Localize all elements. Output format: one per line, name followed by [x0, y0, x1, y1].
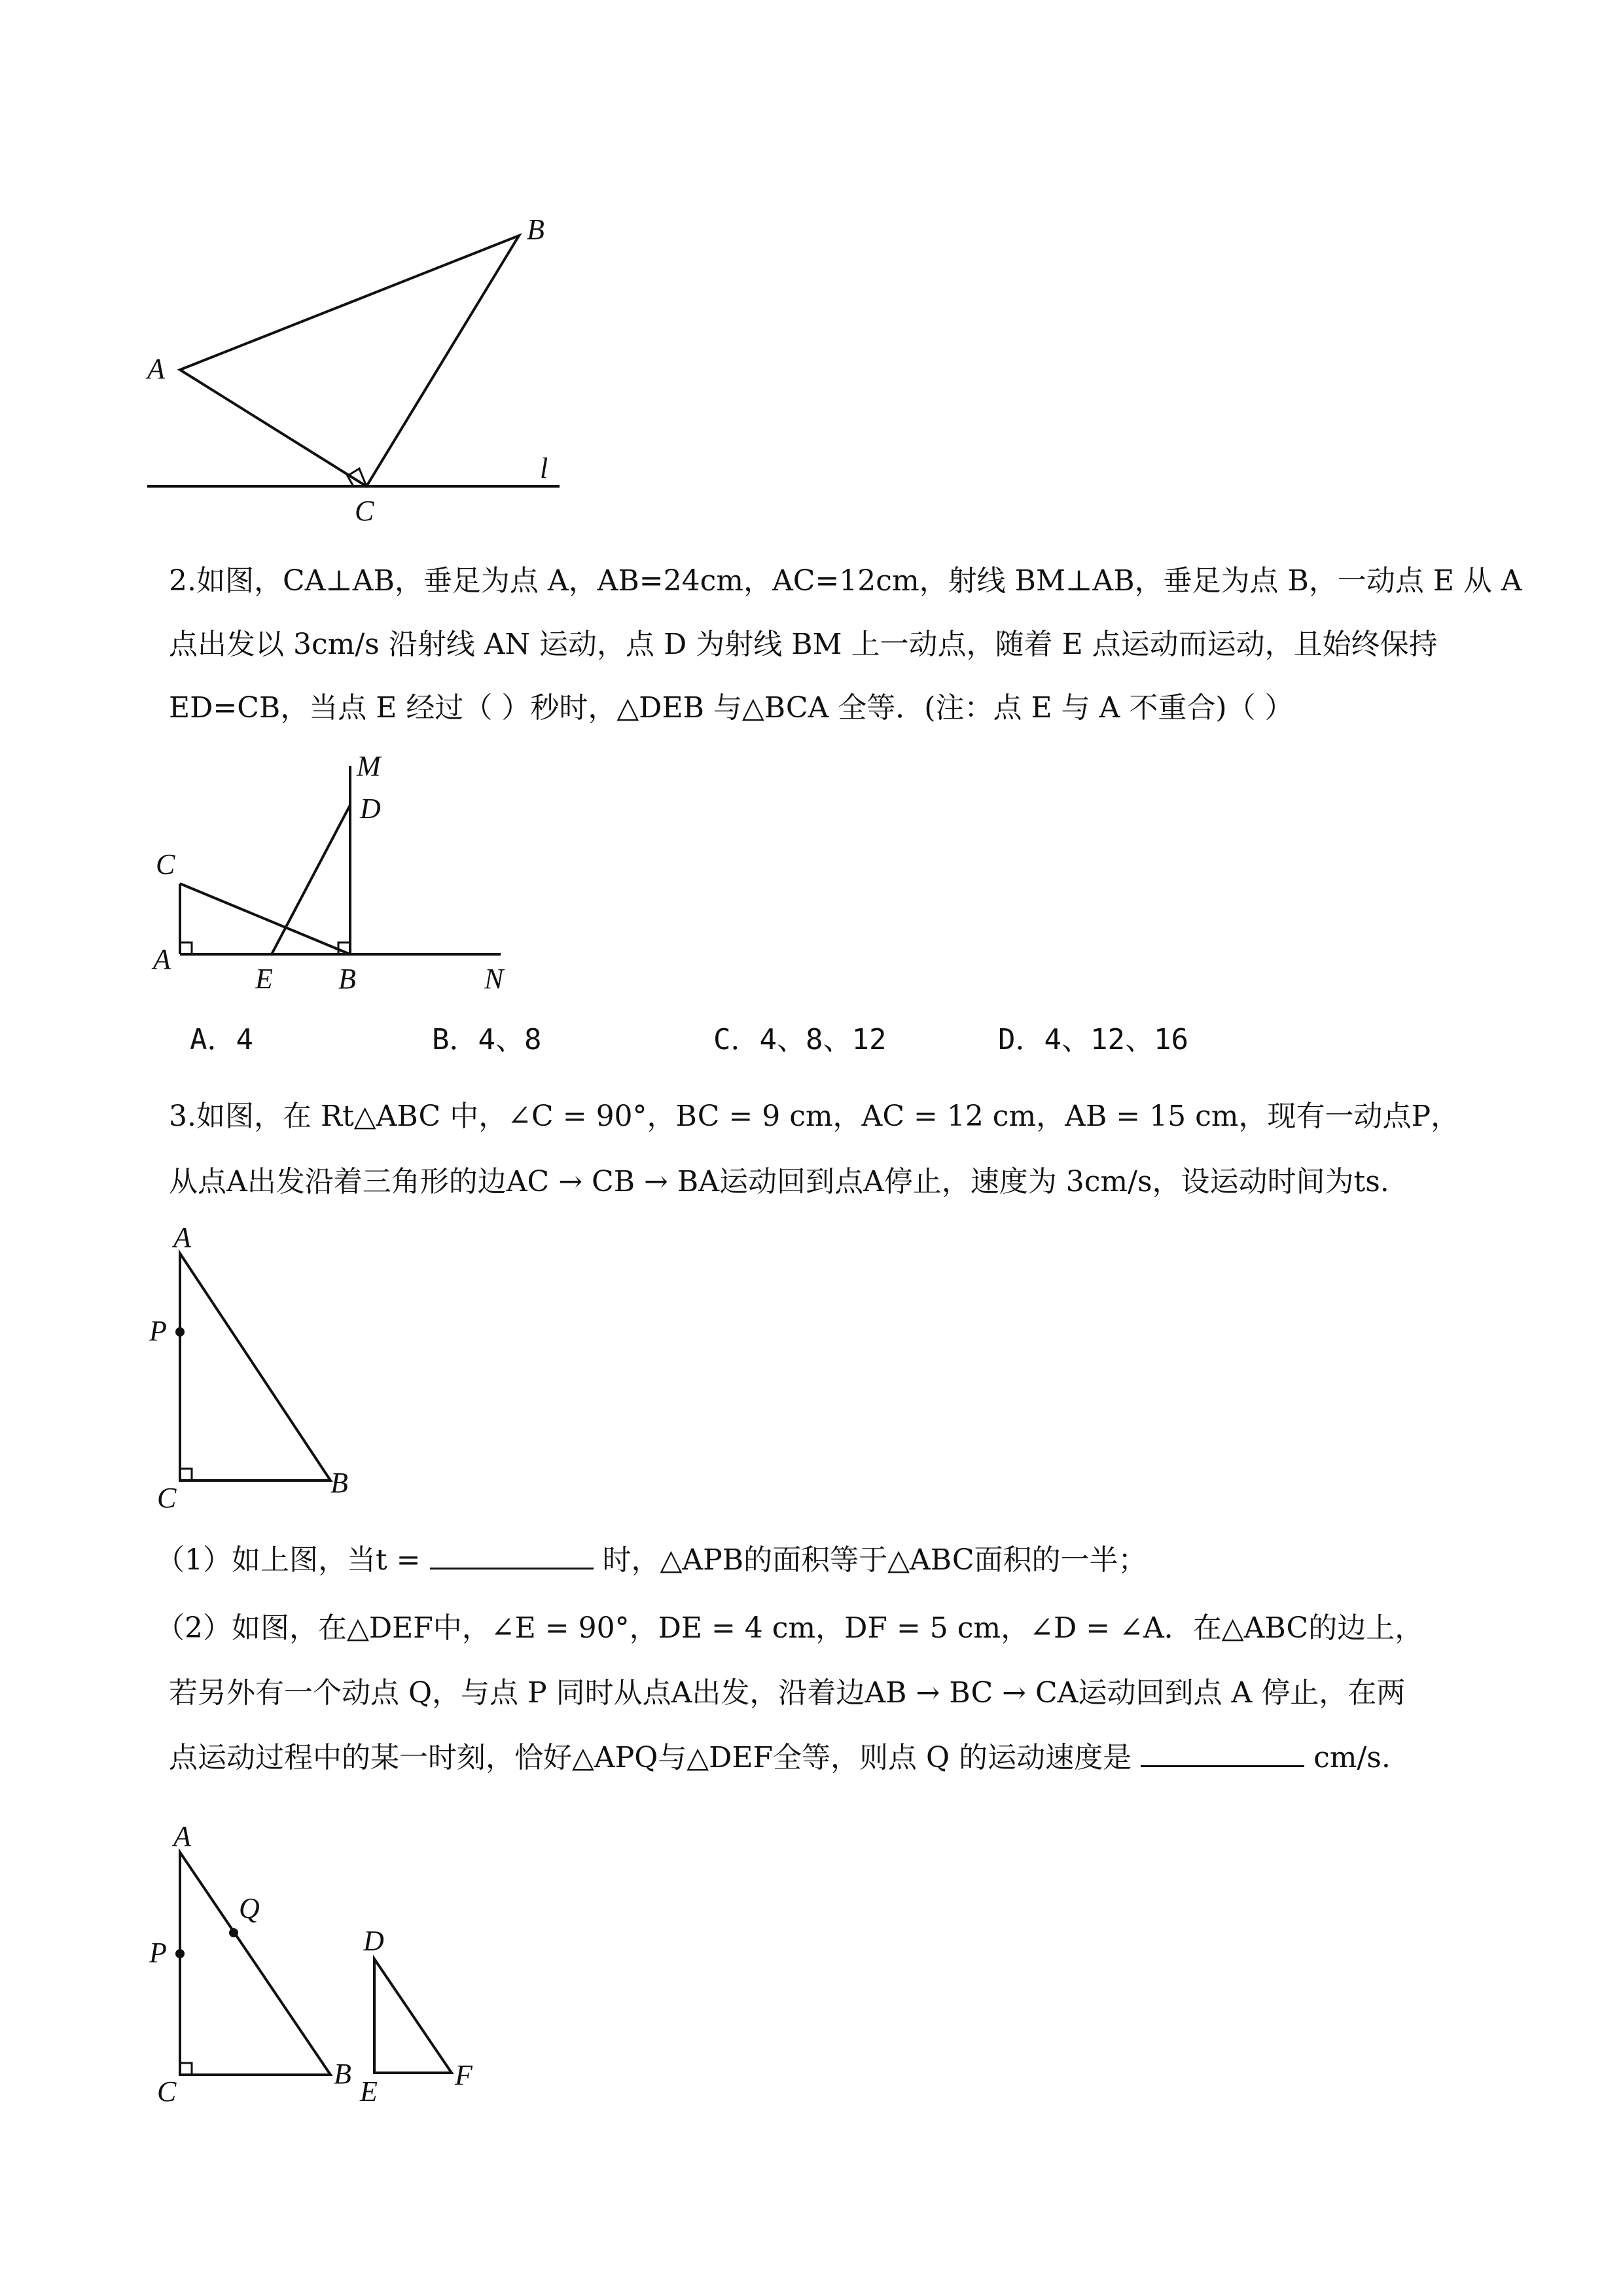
label-b: B [334, 2058, 351, 2090]
label-q: Q [239, 1892, 260, 1924]
label-b: B [330, 1467, 348, 1499]
option-c[interactable]: C．4、8、12 [713, 1023, 887, 1056]
option-a[interactable]: A．4 [190, 1023, 253, 1056]
right-angle-c [180, 2063, 192, 2075]
label-c: C [156, 848, 175, 880]
figure-q2 [144, 746, 550, 1001]
q3-sub1-prefix: （1）如上图，当t = [156, 1543, 421, 1577]
label-b: B [338, 963, 356, 995]
q2-line2: 点出发以 3cm/s 沿射线 AN 运动，点 D 为射线 BM 上一动点，随着 E 点运动而运动，且始终保持 [169, 628, 1438, 661]
q3-line1: 3.如图，在 Rt△ABC 中，∠C = 90°，BC = 9 cm，AC = 12 cm，AB = 15 cm，现有一动点P， [169, 1100, 1460, 1133]
label-m: M [357, 750, 381, 782]
label-n: N [484, 963, 504, 995]
point-p [175, 1949, 185, 1958]
label-d: D [360, 793, 381, 825]
point-q [229, 1928, 238, 1937]
label-d: D [363, 1925, 384, 1957]
triangle-abc [180, 1852, 330, 2075]
q3-sub2-line3-suffix: cm/s. [1313, 1741, 1391, 1774]
figure-triangle-on-line [131, 196, 576, 537]
label-a: A [147, 353, 165, 385]
answer-blank-speed[interactable] [1141, 1739, 1304, 1767]
label-l: l [540, 452, 548, 484]
q3-sub2-line2: 若另外有一个动点 Q，与点 P 同时从点A出发，沿着边AB → BC → CA运动回到点 A 停止，在两 [169, 1676, 1406, 1710]
figure-q3-part2 [144, 1820, 510, 2114]
triangle-abc [180, 236, 519, 486]
label-c: C [355, 495, 374, 527]
segment-ed [272, 805, 350, 954]
label-a: A [173, 1221, 191, 1253]
point-p [175, 1327, 185, 1336]
q3-sub1 [156, 1541, 1147, 1580]
label-p: P [149, 1937, 167, 1969]
label-f: F [455, 2059, 473, 2091]
q2-line1: 2.如图，CA⊥AB，垂足为点 A，AB=24cm，AC=12cm，射线 BM⊥AB，垂足为点 B，一动点 E 从 A [169, 564, 1522, 598]
option-b[interactable]: B．4、8 [432, 1023, 542, 1056]
figure-q3 [144, 1221, 380, 1514]
q3-sub2-line3 [169, 1738, 1391, 1778]
q3-line2: 从点A出发沿着三角形的边AC → CB → BA运动回到点A停止，速度为 3cm/s，设运动时间为ts. [169, 1165, 1389, 1198]
label-e: E [255, 963, 273, 995]
option-d[interactable]: D．4、12、16 [998, 1023, 1188, 1056]
label-p: P [149, 1315, 167, 1347]
right-angle-a [180, 942, 192, 954]
triangle-def [374, 1959, 452, 2073]
q3-sub2-line1: （2）如图，在△DEF中，∠E = 90°，DE = 4 cm，DF = 5 cm，∠D = ∠A．在△ABC的边上， [156, 1611, 1424, 1645]
q2-line3: ED=CB，当点 E 经过（ ）秒时，△DEB 与△BCA 全等．(注：点 E 与 A 不重合)（ ） [169, 691, 1294, 725]
q3-sub1-suffix: 时，△APB的面积等于△ABC面积的一半； [602, 1543, 1147, 1577]
triangle-abc [180, 1253, 330, 1480]
label-e: E [360, 2075, 378, 2108]
label-a: A [173, 1820, 191, 1852]
segment-cb [180, 884, 350, 954]
label-c: C [157, 2075, 177, 2108]
label-c: C [157, 1482, 177, 1514]
label-a: A [153, 943, 171, 975]
answer-blank-t[interactable] [430, 1541, 594, 1570]
q3-sub2-line3-prefix: 点运动过程中的某一时刻，恰好△APQ与△DEF全等，则点 Q 的运动速度是 [169, 1741, 1132, 1774]
label-b: B [527, 213, 544, 245]
right-angle-c [180, 1469, 192, 1480]
